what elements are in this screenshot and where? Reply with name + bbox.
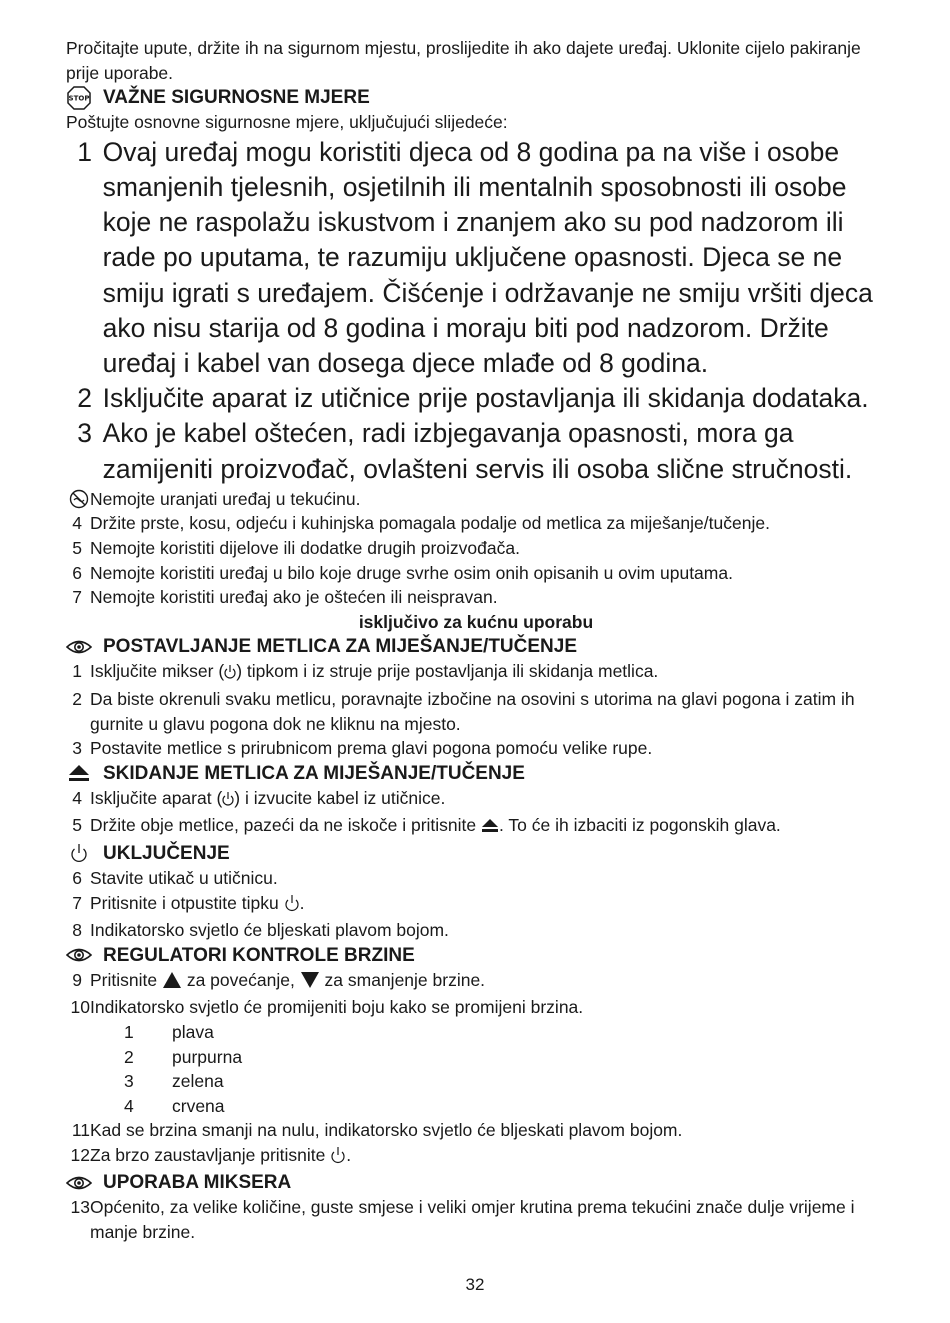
removing-heading-text: SKIDANJE METLICA ZA MIJEŠANJE/TUČENJE	[103, 762, 525, 784]
stop-icon	[66, 87, 92, 109]
safety-heading	[66, 85, 886, 110]
list-item: 4 Držite prste, kosu, odjeću i kuhinjska pomagala podalje od metlica za miješanje/tučenje.	[72, 513, 770, 534]
removing-heading	[66, 761, 886, 786]
manual-page	[66, 36, 886, 1245]
power-icon	[284, 894, 300, 919]
usage-heading-text: UPORABA MIKSERA	[103, 1172, 292, 1194]
list-item: 1 Isključite mikser ( ) tipkom i iz struje prije postavljanja ili skidanja metlica.	[66, 659, 886, 687]
fitting-heading	[66, 634, 886, 659]
list-item: 10 Indikatorsko svjetlo će promijeniti boju kako se promijeni brzina.	[70, 997, 584, 1018]
page-number: 32	[465, 1275, 485, 1294]
big-item-3: 3 Ako je kabel oštećen, radi izbjegavanja opasnosti, mora ga zamijeniti proizvođač, ovlašteni servis ili osoba slične stručnosti.	[77, 418, 853, 484]
eye-icon	[66, 944, 92, 966]
svg-text:STOP: STOP	[68, 94, 90, 103]
speed-level: 2 purpurna	[124, 1046, 243, 1067]
speed-heading	[66, 943, 886, 968]
power-icon	[66, 842, 92, 864]
power-icon	[222, 789, 234, 814]
triangle-down-icon	[300, 971, 320, 996]
triangle-up-icon	[162, 971, 182, 996]
big-item-2: 2 Isključite aparat iz utičnice prije postavljanja ili skidanja dodataka.	[77, 383, 869, 414]
list-item: 11 Kad se brzina smanji na nulu, indikatorsko svjetlo će bljeskati plavom bojom.	[71, 1120, 683, 1141]
eject-icon	[66, 762, 92, 784]
list-item: 7 Nemojte koristiti uređaj ako je oštećen ili neispravan.	[72, 587, 498, 608]
safety-lead: Poštujte osnovne sigurnosne mjere, uključujući slijedeće:	[66, 112, 508, 133]
fitting-heading-text: POSTAVLJANJE METLICA ZA MIJEŠANJE/TUČENJE	[103, 636, 578, 658]
no-immerse-icon	[66, 487, 90, 512]
eye-icon	[66, 1172, 92, 1194]
speed-heading-text: REGULATORI KONTROLE BRZINE	[103, 944, 415, 966]
switching-heading-text: UKLJUČENJE	[103, 842, 230, 864]
usage-heading	[66, 1170, 886, 1195]
eject-icon	[481, 816, 499, 841]
list-item: 3 Postavite metlice s prirubnicom prema glavi pogona pomoću velike rupe.	[72, 738, 653, 759]
eye-icon	[66, 636, 92, 658]
no-immerse-item: Nemojte uranjati uređaj u tekućinu.	[66, 487, 886, 512]
household-note: isključivo za kućnu uporabu	[358, 611, 594, 632]
list-item: 13 Općenito, za velike količine, guste smjese i veliki omjer krutina prema tekućini znače dulje vrijeme i manje brzine.	[70, 1197, 855, 1243]
list-item: 4 Isključite aparat ( ) i izvucite kabel iz utičnice.	[66, 786, 886, 814]
list-item: 12 Za brzo zaustavljanje pritisnite .	[66, 1143, 886, 1171]
power-icon	[330, 1146, 346, 1171]
speed-level: 1 plava	[124, 1021, 214, 1042]
list-item: 5 Držite obje metlice, pazeći da ne iskoče i pritisnite . To će ih izbaciti iz pogonskih glava.	[66, 813, 886, 841]
list-item: 6 Stavite utikač u utičnicu.	[72, 867, 278, 888]
safety-heading-text: VAŽNE SIGURNOSNE MJERE	[103, 87, 370, 109]
speed-level: 4 crvena	[124, 1095, 225, 1116]
list-item: 2 Da biste okrenuli svaku metlicu, poravnajte izbočine na osovini s utorima na glavi pogona i zatim ih gurnite u glavu pogona dok ne kliknu na mjesto.	[72, 688, 855, 734]
list-item: 6 Nemojte koristiti uređaj u bilo koje druge svrhe osim onih opisanih u ovim uputama.	[72, 562, 733, 583]
switching-heading	[66, 841, 886, 866]
speed-level: 3 zelena	[124, 1071, 224, 1092]
power-icon	[224, 662, 236, 687]
big-item-1: 1 Ovaj uređaj mogu koristiti djeca od 8 godina pa na više i osobe smanjenih tjelesnih, osjetilnih ili mentalnih sposobnosti ili osobe koje ne raspolažu iskustvom i znanjem ako su pod nadzorom ili rade po uputama, te razumiju uključene opasnosti. Djeca se ne smiju igrati s uređajem. Čišćenje i održavanje ne smiju vršiti djeca ako nisu starija od 8 godina i moraju biti pod nadzorom. Držite uređaj i kabel van dosega djece mlađe od 8 godina.	[77, 136, 873, 378]
intro-text: Pročitajte upute, držite ih na sigurnom mjestu, proslijedite ih ako dajete uređaj. Uklonite cijelo pakiranje prije uporabe.	[66, 38, 861, 83]
list-item: 8 Indikatorsko svjetlo će bljeskati plavom bojom.	[72, 920, 449, 941]
list-item: 7 Pritisnite i otpustite tipku .	[66, 891, 886, 919]
list-item: 9 Pritisnite za povećanje, za smanjenje brzine.	[66, 968, 886, 996]
list-item: 5 Nemojte koristiti dijelove ili dodatke drugih proizvođača.	[72, 538, 520, 558]
